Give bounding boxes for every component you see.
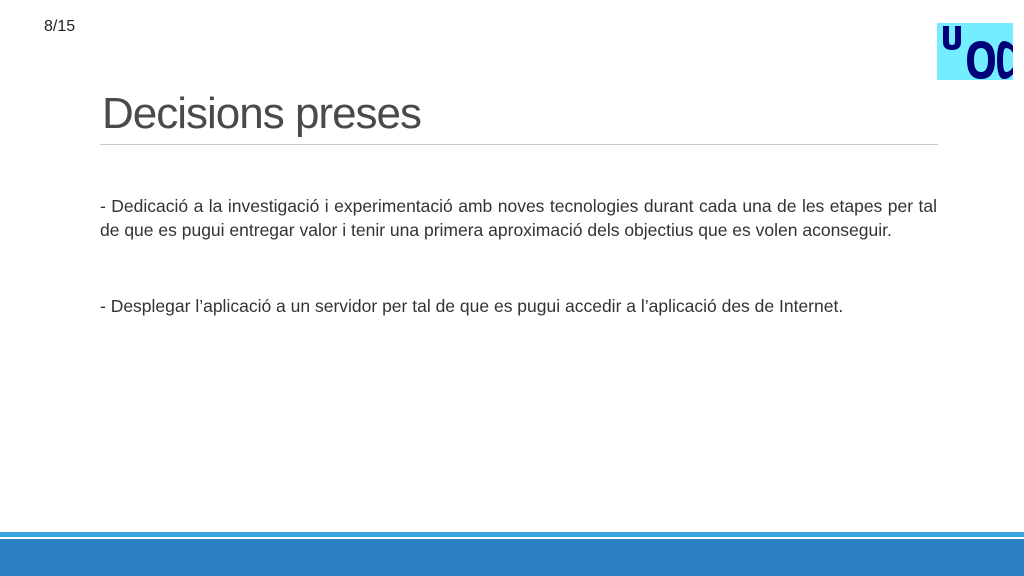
uoc-logo xyxy=(937,23,1013,80)
slide-body xyxy=(100,194,937,318)
title-divider xyxy=(100,144,938,145)
slide-title: Decisions preses xyxy=(102,89,422,138)
uoc-logo-icon xyxy=(937,23,1013,80)
bullet-paragraph: - Dedicació a la investigació i experimentació amb noves tecnologies durant cada una de les etapes per tal de que es pugui entregar valor i tenir una primera aproximació dels objectius que es volen aconseguir. xyxy=(100,196,937,240)
footer-bar-light xyxy=(0,532,1024,537)
footer-bar-dark xyxy=(0,539,1024,576)
page-number: 8/15 xyxy=(44,18,76,35)
bullet-paragraph: - Desplegar l’aplicació a un servidor per tal de que es pugui accedir a l’aplicació des de Internet. xyxy=(100,296,844,316)
